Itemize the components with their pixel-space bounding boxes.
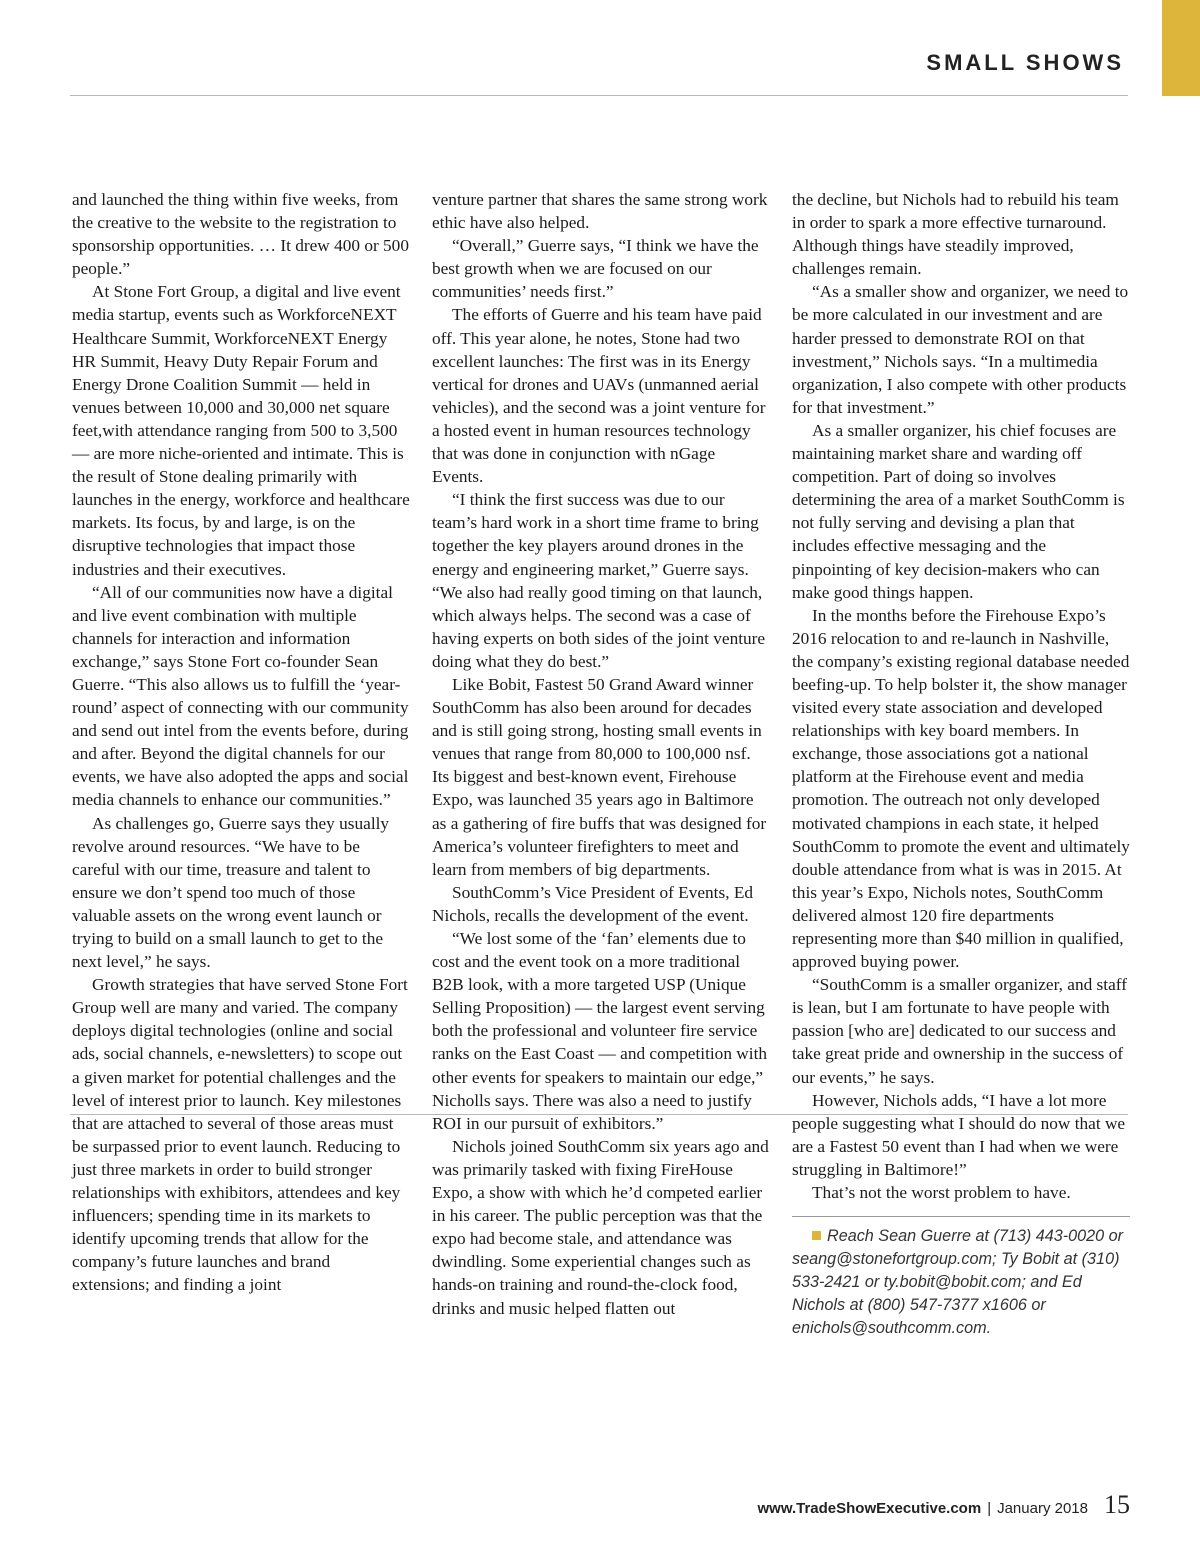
footer-website: www.TradeShowExecutive.com <box>757 1500 982 1517</box>
section-title: SMALL SHOWS <box>926 50 1124 75</box>
column-bottom-divider <box>70 1114 1128 1115</box>
article-paragraph: As challenges go, Guerre says they usually revolve around resources. “We have to be careful with our time, treasure and talent to ensure we don’t spend too much of those valuable assets on the wrong event launch or trying to build on a small launch to get to the next level,” he says. <box>72 813 390 972</box>
article-paragraph: “All of our communities now have a digital and live event combination with multiple channels for interaction and information exchange,” says Stone Fort co-founder Sean Guerre. “This also allows us to fulfill the ‘year-round’ aspect of connecting with our community and send out intel from the events before, during and after. Beyond the digital channels for our events, we have also adopted the apps and social media channels to enhance our communities.” <box>72 582 409 810</box>
article-paragraph: As a smaller organizer, his chief focuses are maintaining market share and warding off competition. Part of doing so involves determining the area of a market SouthComm is not fully serving and devising a plan that includes effective messaging and the pinpointing of key decision-makers who can make good things happen. <box>792 420 1125 602</box>
article-paragraph: Like Bobit, Fastest 50 Grand Award winner SouthComm has also been around for decades and is still going strong, hosting small events in venues that range from 80,000 to 100,000 nsf. Its biggest and best-known event, Firehouse Expo, was launched 35 years ago in Baltimore as a gathering of fire buffs that was designed for America’s volunteer firefighters to meet and learn from members of big departments. <box>432 674 767 879</box>
article-paragraph: SouthComm’s Vice President of Events, Ed Nichols, recalls the development of the event. <box>432 882 754 925</box>
article-column-1 <box>72 188 410 1297</box>
footer-issue-date: January 2018 <box>997 1500 1088 1517</box>
article-paragraph: venture partner that shares the same strong work ethic have also helped. <box>432 190 768 233</box>
article-paragraph: The efforts of Guerre and his team have paid off. This year alone, he notes, Stone had two excellent launches: The first was in its Energy vertical for drones and UAVs (unmanned aerial vehicles), and the second was a joint venture for a hosted event in human resources technology that was done in conjunction with nGage Events. <box>432 305 766 487</box>
page-footer <box>758 1490 1131 1520</box>
article-paragraph: “I think the first success was due to our team’s hard work in a short time frame to bring together the key players around drones in the energy and engineering market,” Guerre says. “We also had really good timing on that launch, which always helps. The second was a case of having experts on both sides of the joint venture doing what they do best.” <box>432 490 766 671</box>
article-column-2 <box>432 188 770 1320</box>
square-bullet-icon <box>812 1231 821 1240</box>
contact-divider <box>792 1216 1130 1217</box>
article-paragraph: “Overall,” Guerre says, “I think we have the best growth when we are focused on our communities’ needs first.” <box>432 236 759 302</box>
article-paragraph: However, Nichols adds, “I have a lot more people suggesting what I should do now that we are a Fastest 50 event than I had when we were struggling in Baltimore!” <box>792 1090 1126 1179</box>
article-paragraph: “As a smaller show and organizer, we need to be more calculated in our investment and are harder pressed to demonstrate ROI on that investment,” Nichols says. “In a multimedia organization, I also compete with other products for that investment.” <box>792 282 1129 417</box>
contact-info <box>792 1225 1130 1340</box>
article-paragraph: That’s not the worst problem to have. <box>812 1183 1071 1203</box>
article-paragraph: Growth strategies that have served Stone Fort Group well are many and varied. The company deploys digital technologies (online and social ads, social channels, e-newsletters) to scope out a given market for potential challenges and the level of interest prior to launch. Key milestones that are attached to several of those areas must be surpassed prior to event launch. Reducing to just three markets in order to build stronger relationships with exhibitors, attendees and key influencers; spending time in its markets to identify upcoming trends that allow for the company’s future launches and brand extensions; and finding a joint <box>72 975 408 1295</box>
article-paragraph: Nichols joined SouthComm six years ago and was primarily tasked with fixing FireHouse Expo, a show with which he’d competed earlier in his career. The public perception was that the expo had become stale, and attendance was dwindling. Some experiential changes such as hands-on training and round-the-clock food, drinks and music helped flatten out <box>432 1136 769 1318</box>
article-paragraph: and launched the thing within five weeks, from the creative to the website to the registration to sponsorship opportunities. … It drew 400 or 500 people.” <box>72 190 409 279</box>
article-paragraph: “We lost some of the ‘fan’ elements due to cost and the event took on a more traditional B2B look, with a more targeted USP (Unique Selling Proposition) — the largest event serving both the professional and volunteer fire service ranks on the East Coast — and competition with other events for speakers to maintain our edge,” Nicholls says. There was also a need to justify ROI in our pursuit of exhibitors.” <box>432 929 768 1133</box>
page-number: 15 <box>1104 1490 1130 1519</box>
article-paragraph: At Stone Fort Group, a digital and live event media startup, events such as WorkforceNEXT Healthcare Summit, WorkforceNEXT Energy HR Summit, Heavy Duty Repair Forum and Energy Drone Coalition Summit — held in venues between 10,000 and 30,000 net square feet,with attendance ranging from 500 to 3,500 — are more niche-oriented and intimate. This is the result of Stone dealing primarily with launches in the energy, workforce and healthcare markets. Its focus, by and large, is on the disruptive technologies that impact those industries and their executives. <box>72 282 410 579</box>
footer-separator: | <box>987 1500 992 1517</box>
article-column-3-body <box>792 188 1130 1204</box>
article-column-3 <box>792 188 1130 1340</box>
article-paragraph: “SouthComm is a smaller organizer, and staff is lean, but I am fortunate to have people with passion [who are] dedicated to our success and take great pride and ownership in the success of our events,” he says. <box>792 975 1127 1087</box>
section-color-tab <box>1162 0 1200 96</box>
article-paragraph: In the months before the Firehouse Expo’s 2016 relocation to and re-launch in Nashville, the company’s existing regional database needed beefing-up. To help bolster it, the show manager visited every state association and developed relationships with key board members. In exchange, those associations got a national platform at the Firehouse event and media promotion. The outreach not only developed motivated champions in each state, it helped SouthComm to promote the event and ultimately double attendance from what is was in 2015. At this year’s Expo, Nichols notes, SouthComm delivered almost 120 fire departments representing more than $40 million in qualified, approved buying power. <box>792 605 1130 972</box>
contact-text: Reach Sean Guerre at (713) 443-0020 or seang@stonefortgroup.com; Ty Bobit at (310) 533-2421 or ty.bobit@bobit.com; and Ed Nichols at (800) 547-7377 x1606 or enichols@southcomm.com. <box>792 1227 1124 1338</box>
header-divider <box>70 95 1128 96</box>
article-paragraph: the decline, but Nichols had to rebuild his team in order to spark a more effective turnaround. Although things have steadily improved, challenges remain. <box>792 190 1119 279</box>
